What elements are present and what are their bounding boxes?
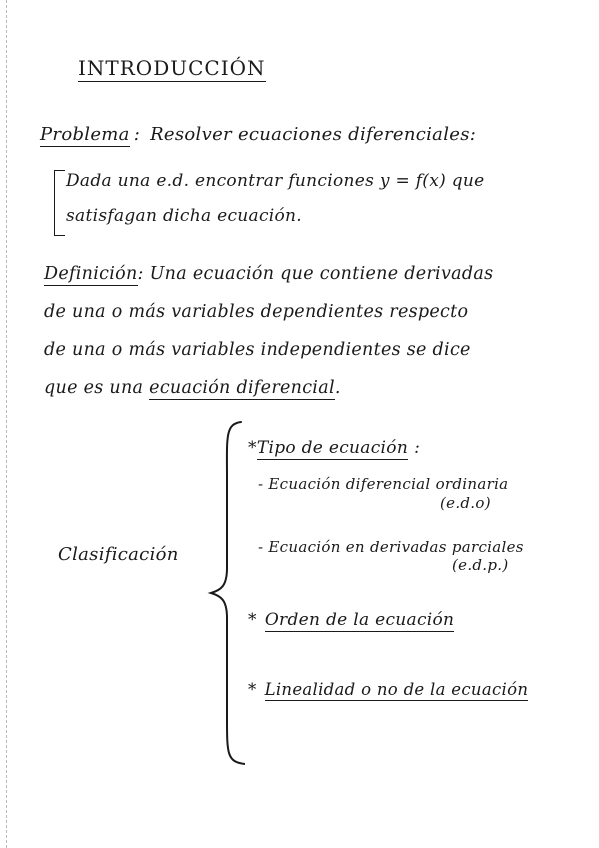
orden-bullet: * — [248, 610, 257, 630]
tipo-bullet: * — [248, 438, 257, 458]
definicion-line4-pre: que es una — [44, 378, 144, 398]
definicion-line4 — [44, 378, 341, 398]
definicion-line3: de una o más variables independientes se dice — [44, 340, 471, 360]
page-margin-line — [6, 0, 7, 848]
definicion-label: Definición — [44, 264, 138, 284]
ecuacion-diferencial-term: ecuación diferencial — [149, 378, 335, 398]
definicion-line4-end: . — [334, 378, 341, 398]
orden-line — [248, 610, 454, 630]
linealidad-line — [248, 680, 528, 699]
definicion-line2: de una o más variables dependientes respecto — [44, 302, 469, 322]
edo-abbr: (e.d.o) — [440, 494, 491, 512]
orden-text: Orden de la ecuación — [264, 610, 455, 630]
edp-text: - Ecuación en derivadas parciales — [258, 538, 524, 556]
definicion-line1-text: : Una ecuación que contiene derivadas — [137, 264, 494, 284]
tipo-line — [248, 438, 420, 458]
tipo-colon: : — [414, 438, 421, 458]
problema-sep: : — [133, 124, 141, 145]
problema-line — [40, 124, 476, 145]
problema-box-line1: Dada una e.d. encontrar funciones y = f(x) que — [66, 171, 485, 191]
problema-text: Resolver ecuaciones diferenciales: — [150, 124, 477, 145]
definicion-line1 — [44, 264, 493, 284]
page-title: INTRODUCCIÓN — [78, 56, 266, 80]
linealidad-text: Linealidad o no de la ecuación — [264, 680, 529, 699]
curly-brace-icon — [205, 418, 245, 768]
problema-label: Problema — [40, 124, 130, 145]
problema-bracket — [54, 170, 65, 236]
linealidad-bullet: * — [248, 680, 257, 699]
problema-box-line2: satisfagan dicha ecuación. — [66, 206, 302, 226]
edo-text: - Ecuación diferencial ordinaria — [258, 475, 509, 493]
tipo-title: Tipo de ecuación — [256, 438, 409, 458]
clasificacion-label: Clasificación — [58, 544, 179, 565]
edp-abbr: (e.d.p.) — [452, 556, 509, 574]
